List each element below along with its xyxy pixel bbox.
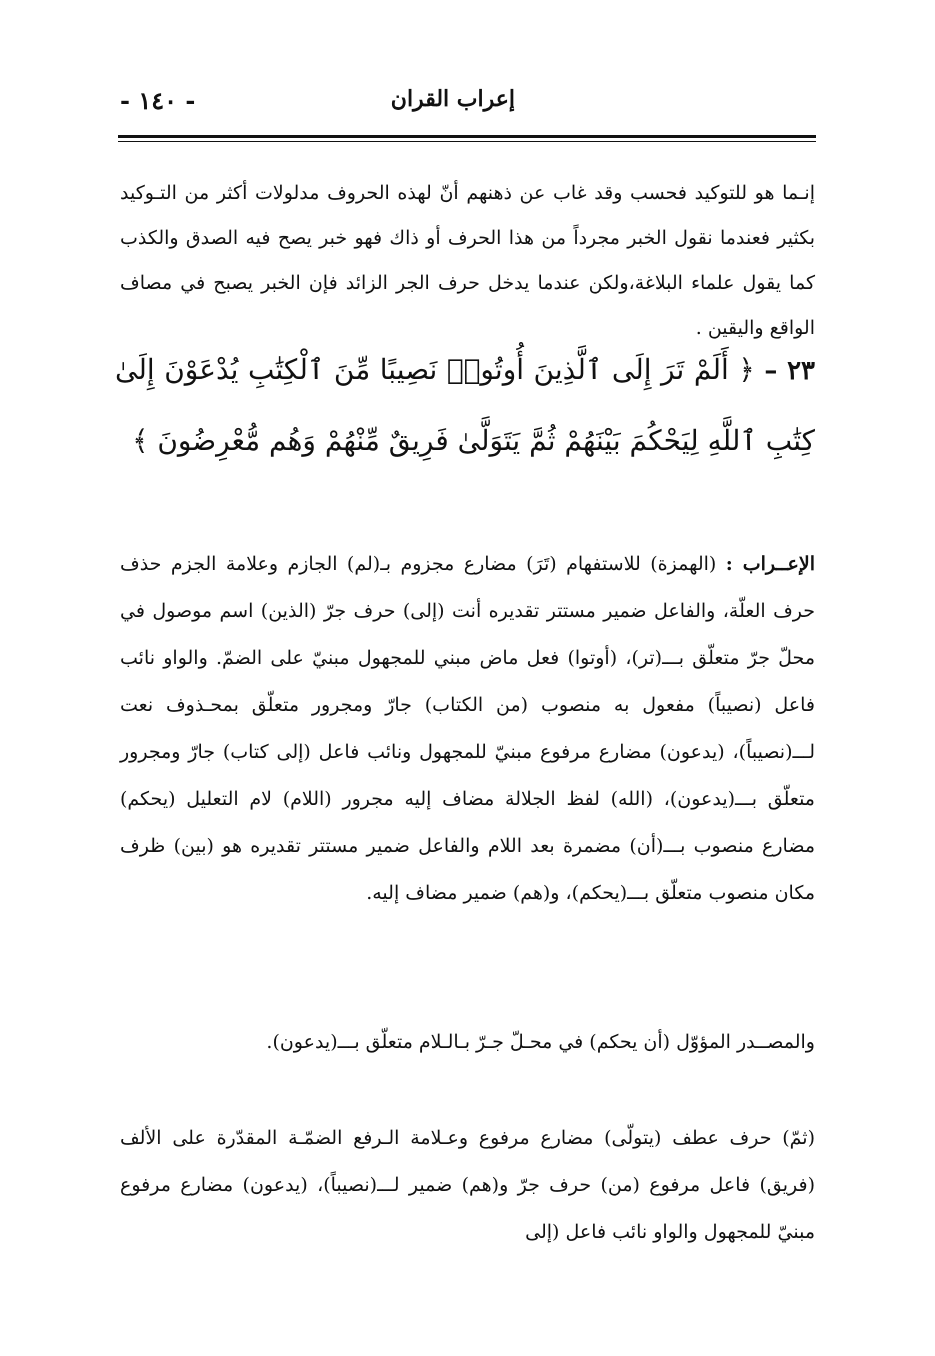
intro-paragraph: إنـما هو للتوكيد فحسب وقد غاب عن ذهنهم أنّ لهذه الحروف مدلولات أكثر من التـوكيد بكثير فعندما نقول الخبر مجرداً من هذا الحرف أو ذاك فهو خبر يصح فيه الصدق والكذب كما يقول علماء البلاغة،ولكن عندما يدخل حرف الجر الزائد فإن الخبر يصبح في مصاف الواقع واليقين . <box>120 182 815 339</box>
irab-paragraph <box>120 541 815 917</box>
header-rule-thin <box>118 141 816 142</box>
verse-number: ٢٣ – <box>764 356 815 386</box>
masdar-paragraph: والمصــدر المؤوّل (أن يحكم) في محـلّ جـرّ بـالـلام متعلّق بـــ(يدعون). <box>266 1031 815 1053</box>
book-title: إعراب القران <box>390 86 515 112</box>
thumma-paragraph: (ثمّ) حرف عطف (يتولّى) مضارع مرفوع وعـلامة الـرفع الضمّـة المقدّرة على الألف (فريق) فاعل مرفوع (من) حرف جرّ و(هم) ضمير لـــ(نصيباً)، (يدعون) مضارع مرفوع مبنيّ للمجهول والواو نائب فاعل (إلى <box>120 1127 815 1243</box>
irab-text: (الهمزة) للاستفهام (تَرَ) مضارع مجزوم بـ(لم) الجازم وعلامة الجزم حذف حرف العلّة، والفاعل ضمير مستتر تقديره أنت (إلى) حرف جرّ (الذين) اسم موصول في محلّ جرّ متعلّق بـــ(تر)، (أوتوا) فعل ماض مبني للمجهول مبنيّ على الضمّ. والواو نائب فاعل (نصيباً) مفعول به منصوب (من الكتاب) جارّ ومجرور متعلّق بمحـذوف نعت لـــ(نصيباً)، (يدعون) مضارع مرفوع مبنيّ للمجهول ونائب فاعل (إلى كتاب) جارّ ومجرور متعلّق بـــ(يدعون)، (الله) لفظ الجلالة مضاف إليه مجرور (اللام) لام التعليل (يحكم) مضارع منصوب بـــ(أن) مضمرة بعد اللام والفاعل ضمير مستتر تقديره هو (بين) ظرف مكان منصوب متعلّق بـــ(يحكم)، و(هم) ضمير مضاف إليه. <box>120 553 815 904</box>
page-header <box>120 78 815 128</box>
verse-text: ﴿ أَلَمْ تَرَ إِلَى ٱلَّذِينَ أُوتُوا۟ نَصِيبًا مِّنَ ٱلْكِتَٰبِ يُدْعَوْنَ إِلَىٰ كِتَٰبِ ٱللَّهِ لِيَحْكُمَ بَيْنَهُمْ ثُمَّ يَتَوَلَّىٰ فَرِيقٌ مِّنْهُمْ وَهُم مُّعْرِضُونَ ﴾ <box>115 353 815 457</box>
quran-verse <box>115 335 815 476</box>
header-rule <box>118 135 816 138</box>
irab-label: الإعــراب : <box>725 553 815 575</box>
page-number: - ١٤٠ - <box>120 86 196 115</box>
